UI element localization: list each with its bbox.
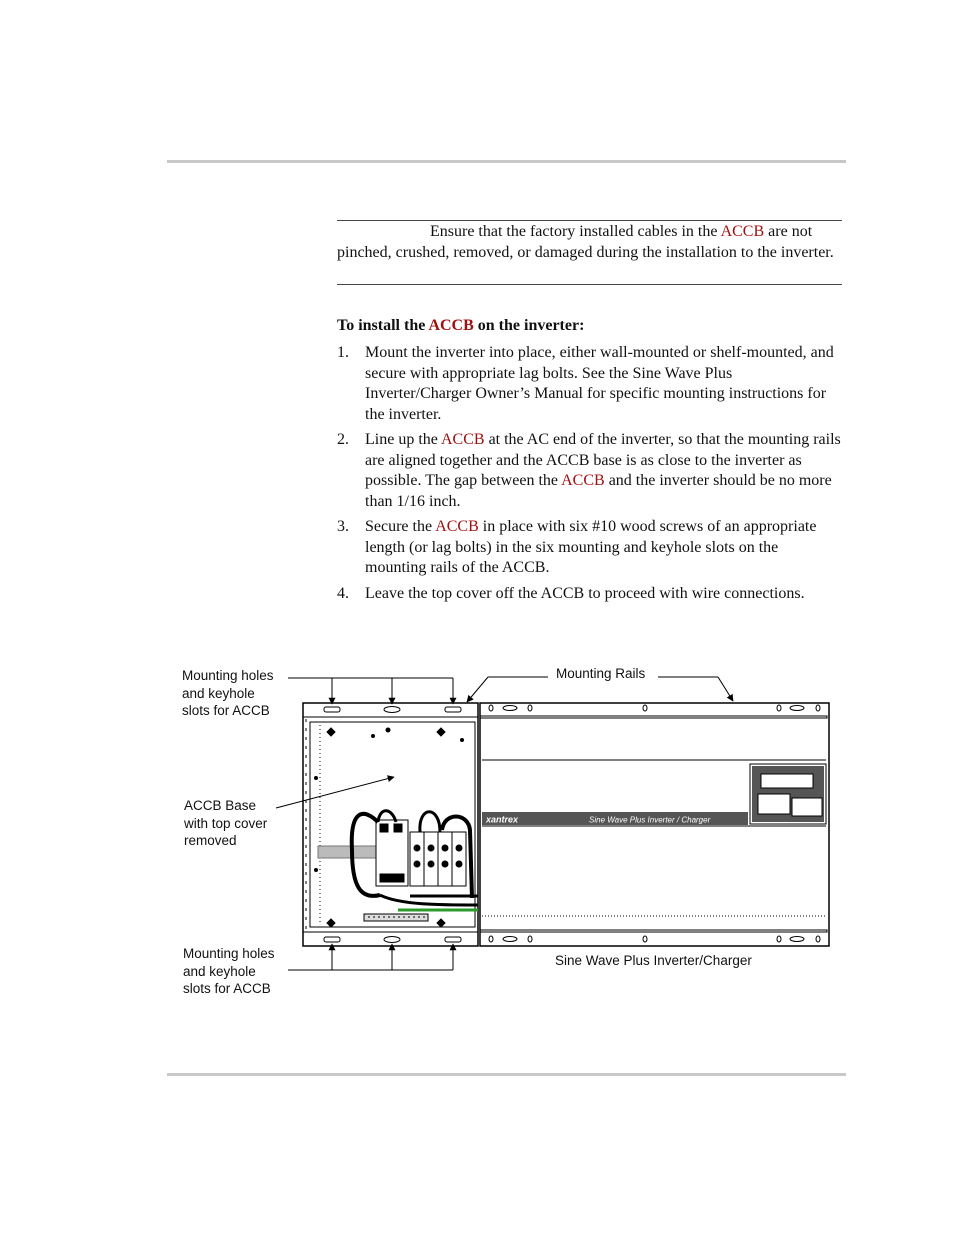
inverter — [480, 703, 829, 946]
accb-link[interactable]: ACCB — [561, 472, 605, 489]
step-number: 3. — [337, 518, 349, 535]
step-text: in place with six #10 wood screws of an appropriate length (or lag bolts) in the six mounting and keyhole slots on the mounting rails of the ACCB. — [365, 518, 817, 576]
step-text: and the inverter should be no more than 1/16 inch. — [365, 472, 832, 510]
label-bottom-mounting-holes: Mounting holes and keyhole slots for ACCB — [183, 946, 275, 996]
step-text: Mount the inverter into place, either wall-mounted or shelf-mounted, and secure with appropriate lag bolts. See the Sine Wave Plus Inverter/Charger Owner’s Manual for specific mounting instructions for the inverter. — [365, 344, 834, 423]
label-inverter: Sine Wave Plus Inverter/Charger — [555, 953, 752, 968]
accb-base — [303, 703, 478, 946]
step-text: at the AC end of the inverter, so that the mounting rails are aligned together and the ACCB base is as close to the inverter as possible. The gap between the — [365, 431, 841, 489]
label-accb-base: ACCB Base with top cover removed — [184, 798, 268, 848]
accb-link[interactable]: ACCB — [440, 431, 485, 448]
note-text: Ensure that the factory installed cables in the ACCB are not pinched, crushed, removed, or damaged during the installation to the inverter. — [337, 223, 834, 261]
accb-link[interactable]: ACCB — [720, 223, 765, 240]
product-band-label: Sine Wave Plus Inverter / Charger — [589, 815, 711, 825]
accb-link[interactable]: ACCB — [428, 317, 474, 334]
step-number: 1. — [337, 344, 349, 361]
step-text: Line up the — [365, 431, 441, 448]
label-top-mounting-holes: Mounting holes and keyhole slots for ACCB — [182, 668, 274, 718]
brand-logo: xantrex — [486, 814, 519, 825]
step-number: 4. — [337, 584, 349, 602]
step-text: Secure the — [365, 518, 436, 535]
label-mounting-rails: Mounting Rails — [556, 666, 646, 681]
step-text: Leave the top cover off the ACCB to proceed with wire connections. — [365, 584, 805, 602]
procedure-title: To install the ACCB on the inverter: — [337, 317, 585, 334]
accb-link[interactable]: ACCB — [435, 518, 479, 535]
step-number: 2. — [337, 431, 349, 448]
